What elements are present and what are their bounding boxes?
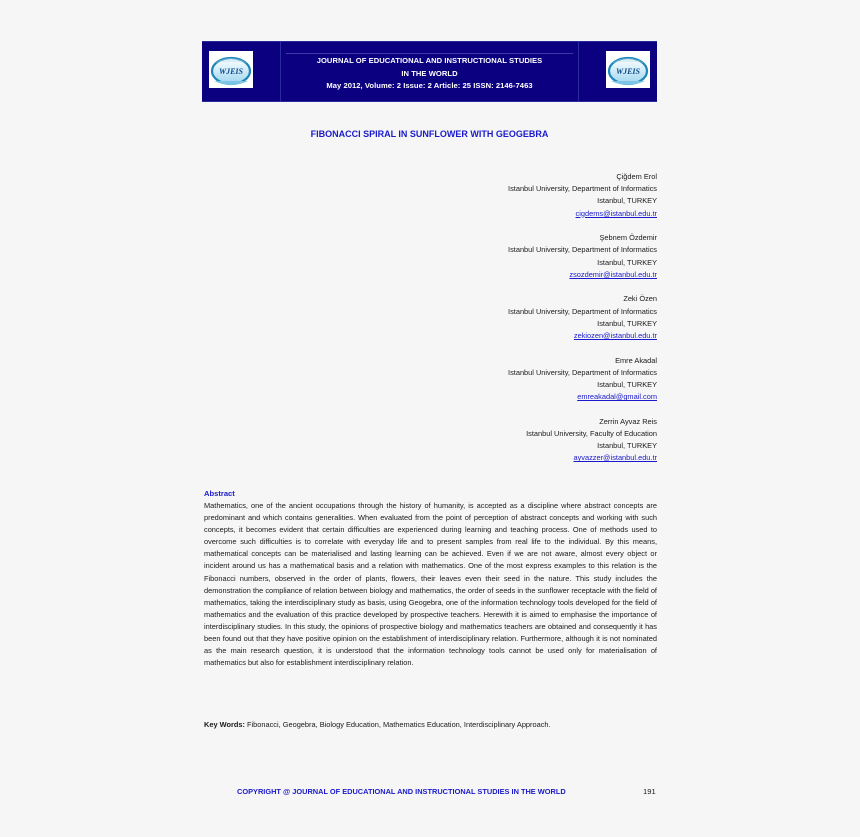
- journal-header-banner: [202, 41, 657, 102]
- author-location: Istanbul, TURKEY: [597, 318, 657, 328]
- journal-name-line2: IN THE WORLD: [401, 68, 458, 78]
- page-number: 191: [643, 787, 656, 796]
- copyright-footer: COPYRIGHT @ JOURNAL OF EDUCATIONAL AND INSTRUCTIONAL STUDIES IN THE WORLD: [237, 787, 566, 796]
- keywords-line: [204, 719, 657, 731]
- author-location: Istanbul, TURKEY: [597, 380, 657, 390]
- abstract-body: Mathematics, one of the ancient occupations through the history of humanity, is accepted as a discipline where abstract concepts are predominant and which contains generalities. When evaluated from the point of perception of abstract concepts and working with such concepts, it becomes evident that certain difficulties are experienced during learning and teaching process. One of methods used to overcome such difficulties is to correlate with everyday life and to present samples from real life to the individual. By this means, mathematical concepts can be materialised and lasting learning can be achieved. Even if we are not aware, almost every object or incident around us has a mathematical basis and a relation with mathematics. One of the most express examples to this relation is the Fibonacci numbers, observed in the order of plants, flowers, their leaves even their seed in the nature. This study includes the demonstration the compliance of relation between biology and mathematics, the order of seeds in the sunflower receptacle with the field of mathematics, taking the interdisciplinary study as basis, using Geogebra, one of the information technology tools developed for the field of mathematics and the evaluation of this practice developed by prospective teachers. Herewith it is aimed to emphasise the importance of interdisciplinary studies. In this study, the opinions of prospective biology and mathematics teachers are obtained and consequently it has been found out that they have positive opinion on the establishment of interdisciplinary relation. Furthermore, although it is not nominated as the main research question, it is understood that the information technology tools cannot be used only for materialisation of mathematics but also for establishment interdisciplinary relation.: [204, 501, 657, 668]
- author-block: [357, 416, 657, 465]
- author-list: [357, 171, 657, 477]
- author-name: Çiğdem Erol: [616, 172, 657, 181]
- wjeis-logo-icon: [607, 53, 649, 87]
- journal-issue-line: May 2012, Volume: 2 Issue: 2 Article: 25 ISSN: 2146-7463: [326, 81, 533, 90]
- author-email-link[interactable]: emreakadal@gmail.com: [577, 392, 657, 402]
- author-affiliation: Istanbul University, Faculty of Education: [526, 429, 657, 439]
- author-location: Istanbul, TURKEY: [597, 196, 657, 206]
- author-email-link[interactable]: zsozdemir@istanbul.edu.tr: [569, 269, 657, 279]
- author-email-link[interactable]: ayvazzer@istanbul.edu.tr: [573, 453, 657, 463]
- author-email-link[interactable]: zekiozen@istanbul.edu.tr: [573, 331, 657, 341]
- svg-text:WJEIS: WJEIS: [615, 66, 641, 76]
- author-block: [357, 232, 657, 281]
- author-affiliation: Istanbul University, Department of Informatics: [508, 245, 657, 255]
- header-rule: [286, 53, 573, 54]
- author-affiliation: Istanbul University, Department of Informatics: [508, 367, 657, 377]
- author-affiliation: Istanbul University, Department of Informatics: [508, 306, 657, 316]
- author-name: Zeki Özen: [623, 294, 657, 304]
- keywords-label: Key Words:: [204, 720, 245, 729]
- author-location: Istanbul, TURKEY: [597, 257, 657, 267]
- wjeis-logo-icon: [210, 53, 252, 87]
- author-block: [357, 171, 657, 220]
- author-name: Emre Akadal: [615, 355, 657, 365]
- journal-name-line1: JOURNAL OF EDUCATIONAL AND INSTRUCTIONAL STUDIES: [316, 56, 543, 65]
- author-block: [357, 293, 657, 342]
- journal-logo-left: [209, 51, 253, 88]
- author-name: Zerrin Ayvaz Reis: [599, 416, 657, 426]
- author-name: Şebnem Özdemir: [599, 233, 657, 243]
- keywords-value: Fibonacci, Geogebra, Biology Education, Mathematics Education, Interdisciplinary Approach.: [244, 720, 551, 729]
- abstract-heading: Abstract: [204, 489, 235, 498]
- abstract-section: [204, 488, 657, 669]
- author-email-link[interactable]: cigdems@istanbul.edu.tr: [575, 208, 657, 218]
- journal-info: [280, 55, 579, 93]
- svg-text:WJEIS: WJEIS: [218, 66, 244, 76]
- paper-title: FIBONACCI SPIRAL IN SUNFLOWER WITH GEOGEBRA: [310, 129, 549, 139]
- journal-logo-right: [606, 51, 650, 88]
- author-affiliation: Istanbul University, Department of Informatics: [508, 184, 657, 194]
- author-location: Istanbul, TURKEY: [597, 441, 657, 451]
- author-block: [357, 355, 657, 404]
